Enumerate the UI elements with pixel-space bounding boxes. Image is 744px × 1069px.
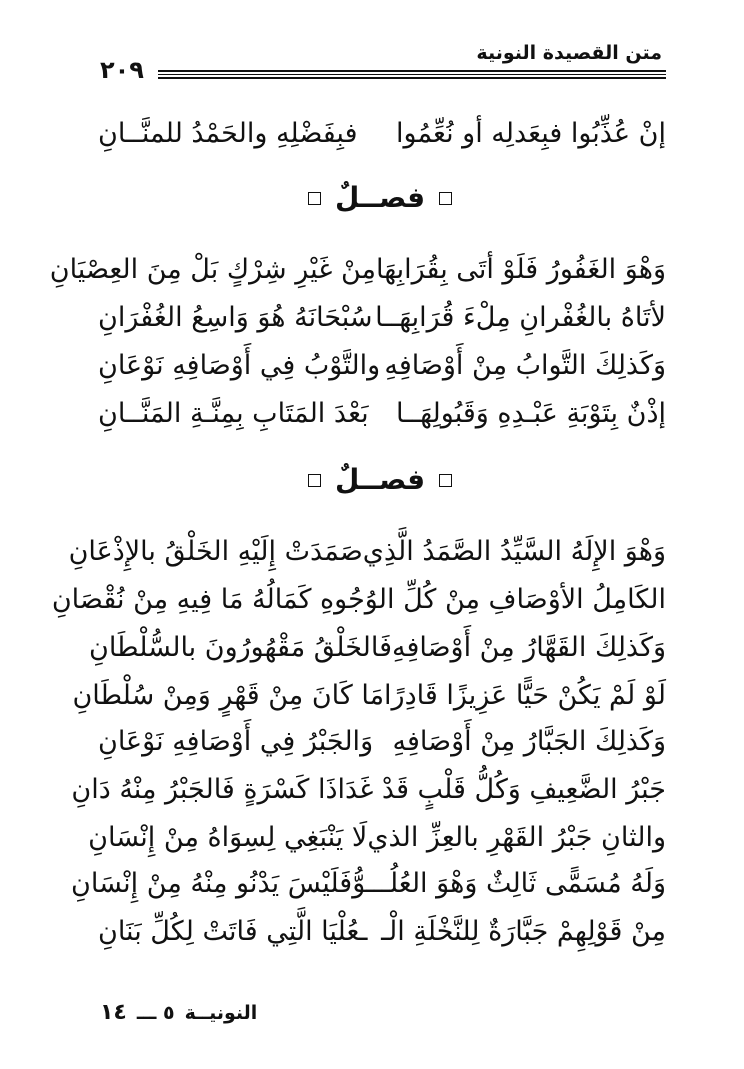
verse-second-hemistich: هِ كَمَالُهُ مَا فِيهِ مِنْ نُقْصَانِ [51,584,335,615]
square-ornament-icon [308,192,321,205]
verse-line [68,532,666,572]
verse-first-hemistich: وَلَهُ مُسَمًّى ثَالِثٌ وَهْوَ العُلُـــوُّ [352,868,666,899]
section-heading [300,180,460,216]
verse-first-hemistich: إذْنٌ بِتَوْبَةِ عَبْـدِهِ وَقَبُولِهَــا [396,398,666,429]
verse-line [71,864,666,904]
verse-first-hemistich: لأتَاهُ بالغُفْرانِ مِلْءَ قُرَابِهَــا [375,302,666,333]
verse-first-hemistich: الكَامِلُ الأوْصَافِ مِنْ كُلِّ الوُجُو [334,584,666,615]
verse-line [98,722,666,762]
square-ornament-icon [308,474,321,487]
verse-second-hemistich: ـعُلْيَا الَّتِي فَاتَتْ لِكُلِّ بَنَانِ [98,916,368,947]
verse-line [88,628,666,668]
verse-line [71,770,666,810]
verse-second-hemistich: بَعْدَ المَتَابِ بِمِنَّـةِ المَنَّــانِ [98,398,369,429]
square-ornament-icon [439,474,452,487]
verse-first-hemistich: لَوْ لَمْ يَكُنْ حَيًّا عَزِيزًا قَادِرًا [384,680,666,711]
verse-line [98,912,666,952]
footer-signature-mark: ٥ ـــ [136,1001,175,1024]
footer-book-name: النونيــة [184,1001,258,1024]
verse-second-hemistich: فبِفَضْلِهِ والحَمْدُ للمنَّــانِ [98,118,358,149]
verse-first-hemistich: وَكَذلِكَ التَّوابُ مِنْ أَوْصَافِهِ [384,350,666,381]
verse-second-hemistich: والتَّوْبُ فِي أَوْصَافِهِ نَوْعَانِ [98,350,381,381]
running-title: متن القصيدة النونية [476,42,662,64]
verse-second-hemistich: مَا كَانَ مِنْ قَهْرٍ وَمِنْ سُلْطَانِ [72,680,385,711]
header-rule [158,77,666,79]
square-ornament-icon [439,192,452,205]
verse-line [72,676,666,716]
verse-first-hemistich: وَهْوَ الغَفُورُ فَلَوْ أتَى بِقُرَابِهَا [375,254,666,285]
verse-second-hemistich: لَا يَنْبَغِي لِسِوَاهُ مِنْ إِنْسَانِ [88,822,368,853]
verse-second-hemistich: وَالجَبْرُ فِي أَوْصَافِهِ نَوْعَانِ [98,726,374,757]
verse-line [98,394,666,434]
verse-second-hemistich: صَمَدَتْ إِلَيْهِ الخَلْقُ بالإِذْعَانِ [68,536,363,567]
section-heading-label: فصــلٌ [334,463,426,496]
verse-line [49,250,666,290]
page-number: ٢٠٩ [100,56,144,84]
verse-second-hemistich: ذَا كَسْرَةٍ فَالجَبْرُ مِنْهُ دَانِ [71,774,338,805]
footer-signature [100,1000,257,1025]
verse-first-hemistich: مِنْ قَوْلِهِمْ جَبَّارَةٌ لِلنَّخْلَةِ الْـ [381,916,666,947]
verse-line [51,580,666,620]
verse-second-hemistich: سُبْحَانَهُ هُوَ وَاسِعُ الغُفْرَانِ [98,302,373,333]
verse-second-hemistich: فَلَيْسَ يَدْنُو مِنْهُ مِنْ إِنْسَانِ [71,868,353,899]
verse-first-hemistich: والثانِ جَبْرُ القَهْرِ بالعِزِّ الذي [367,822,666,853]
verse-first-hemistich: وَكَذلِكَ القَهَّارُ مِنْ أَوْصَافِهِ [392,632,666,663]
footer-signature-number: ١٤ [100,1000,127,1025]
section-heading-label: فصــلٌ [334,181,426,214]
verse-second-hemistich: فَالخَلْقُ مَقْهُورُونَ بالسُّلْطَانِ [88,632,393,663]
verse-first-hemistich: وَهْوَ الإِلَهُ السَّيِّدُ الصَّمَدُ الَّذِي [362,536,666,567]
verse-first-hemistich: وَكَذلِكَ الجَبَّارُ مِنْ أَوْصَافِهِ [392,726,666,757]
header-rule [158,74,666,75]
section-heading [300,462,460,498]
verse-line [98,298,666,338]
verse-second-hemistich: مِنْ غَيْرِ شِرْكٍ بَلْ مِنَ العِصْيَانِ [49,254,376,285]
verse-first-hemistich: إنْ عُذِّبُوا فبِعَدلِه أو نُعِّمُوا [396,118,666,149]
verse-first-hemistich: جَبْرُ الضَّعِيفِ وَكُلُّ قَلْبٍ قَدْ غَدَا [337,774,666,805]
header-rule [158,70,666,72]
verse-line [98,114,666,154]
verse-line [88,818,666,858]
verse-line [98,346,666,386]
